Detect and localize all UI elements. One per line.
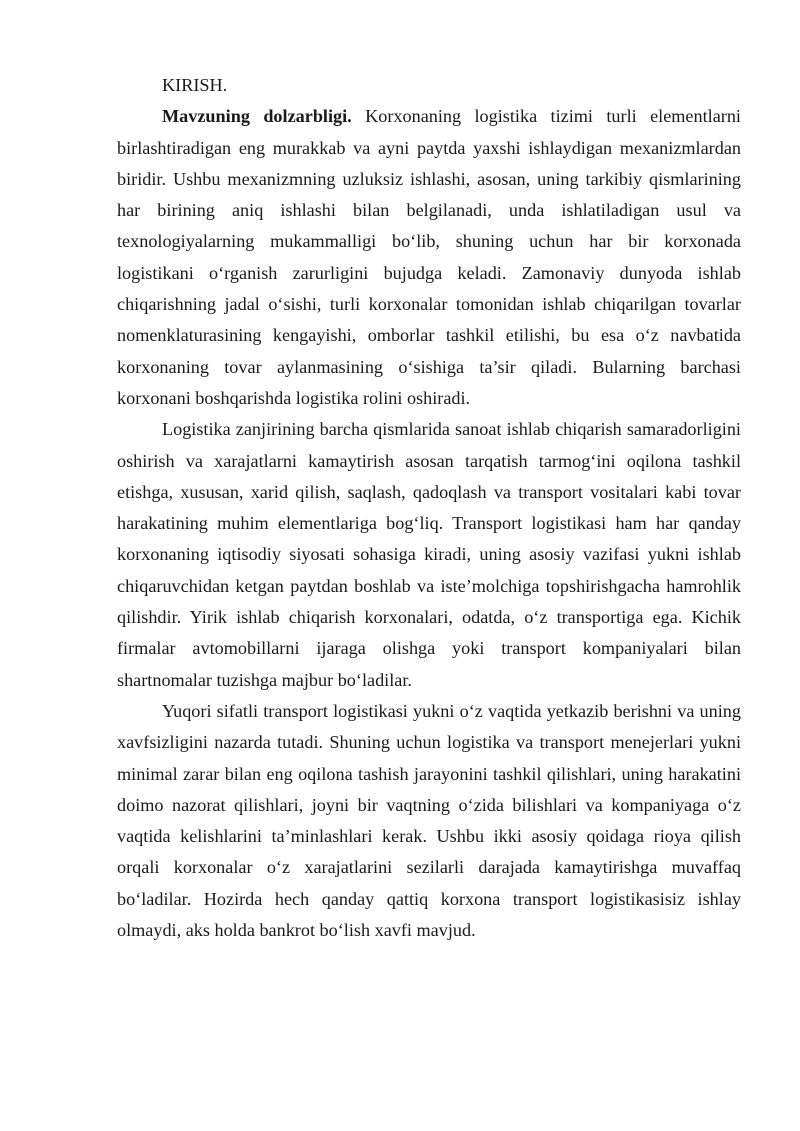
- paragraph-relevance: [117, 101, 741, 414]
- paragraph-text: Yuqori sifatli transport logistikasi yukni o‘z vaqtida yetkazib berishni va uning xavfsizligini nazarda tutadi. Shuning uchun logistika va transport menejerlari yukni minimal zarar bilan eng oqilona tashish jarayonini tashkil qilishlari, uning harakatini doimo nazorat qilishlari, joyni bir vaqtning o‘zida bilishlari va kompaniyaga o‘z vaqtida kelishlarini ta’minlashlari kerak. Ushbu ikki asosiy qoidaga rioya qilish orqali korxonalar o‘z xarajatlarini sezilarli darajada kamaytirishga muvaffaq bo‘ladilar. Hozirda hech qanday qattiq korxona transport logistikasisiz ishlay olmaydi, aks holda bankrot bo‘lish xavfi mavjud.: [117, 700, 741, 941]
- paragraph-logistics-chain: [117, 414, 741, 696]
- paragraph-lead: Mavzuning dolzarbligi.: [162, 106, 352, 127]
- document-page: [117, 70, 741, 946]
- paragraph-transport-quality: [117, 696, 741, 946]
- section-heading: KIRISH.: [162, 75, 228, 95]
- paragraph-text: Logistika zanjirining barcha qismlarida sanoat ishlab chiqarish samaradorligini oshirish va xarajatlarni kamaytirish asosan tarqatish tarmog‘ini oqilona tashkil etishga, xususan, xarid qilish, saqlash, qadoqlash va transport vositalari kabi tovar harakatining muhim elementlariga bog‘liq. Transport logistikasi ham har qanday korxonaning iqtisodiy siyosati sohasiga kiradi, uning asosiy vazifasi yukni ishlab chiqaruvchidan ketgan paytdan boshlab va iste’molchiga topshirishgacha hamrohlik qilishdir. Yirik ishlab chiqarish korxonalari, odatda, o‘z transportiga ega. Kichik firmalar avtomobillarni ijaraga olishga yoki transport kompaniyalari bilan shartnomalar tuzishga majbur bo‘ladilar.: [117, 419, 741, 690]
- paragraph-text: Korxonaning logistika tizimi turli elementlarni birlashtiradigan eng murakkab va ayni paytda yaxshi ishlaydigan mexanizmlardan biridir. Ushbu mexanizmning uzluksiz ishlashi, asosan, uning tarkibiy qismlarining har birining aniq ishlashi bilan belgilanadi, unda ishlatiladigan usul va texnologiyalarning mukammalligi bo‘lib, shuning uchun har bir korxonada logistikani o‘rganish zarurligini bujudga keladi. Zamonaviy dunyoda ishlab chiqarishning jadal o‘sishi, turli korxonalar tomonidan ishlab chiqarilgan tovarlar nomenklaturasining kengayishi, omborlar tashkil etilishi, bu esa o‘z navbatida korxonaning tovar aylanmasining o‘sishiga ta’sir qiladi. Bularning barchasi korxonani boshqarishda logistika rolini oshiradi.: [117, 106, 741, 408]
